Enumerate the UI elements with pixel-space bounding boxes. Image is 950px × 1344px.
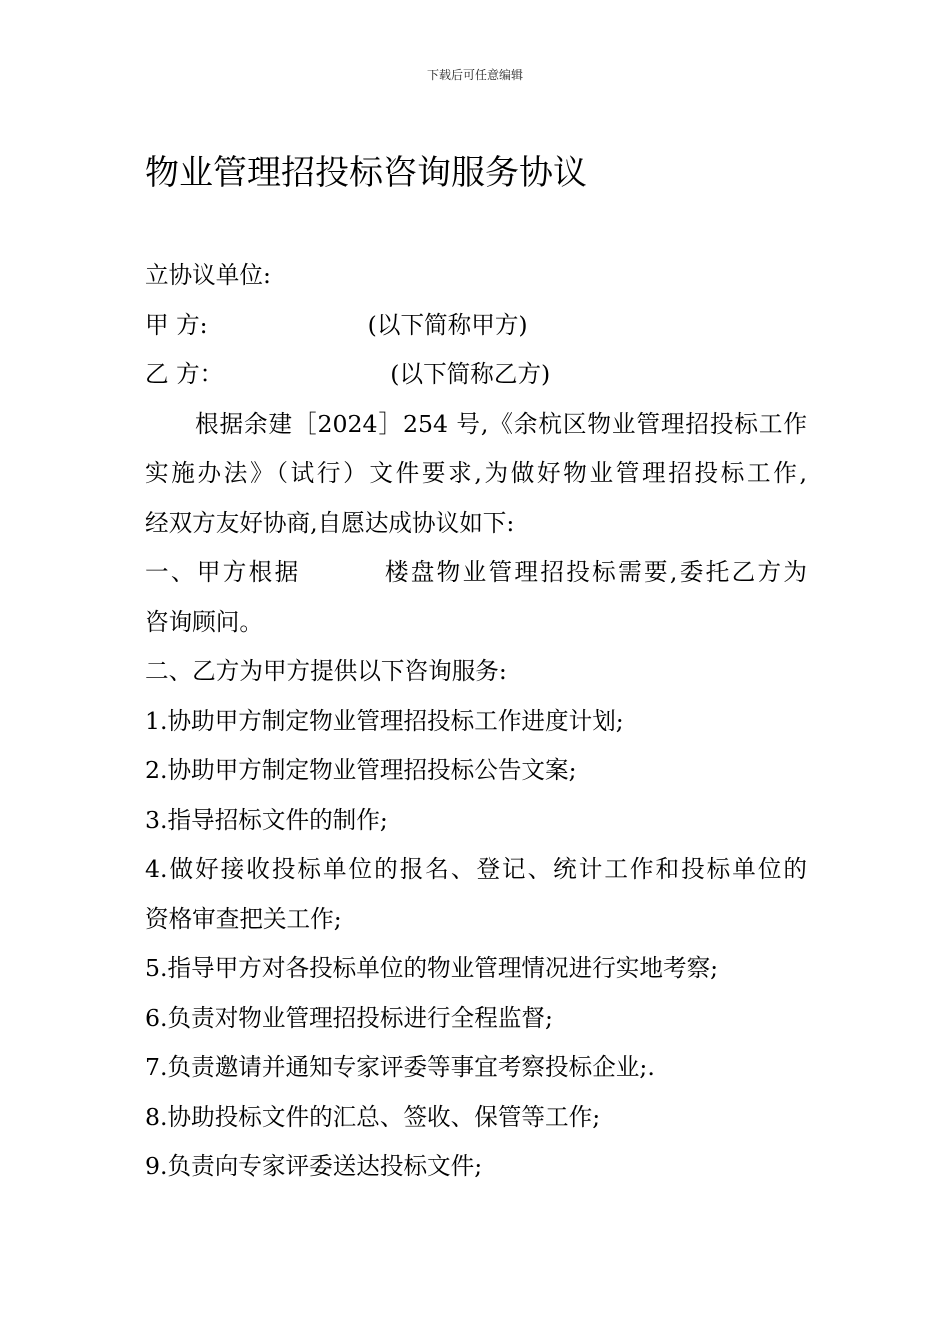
- page-header-note: 下载后可任意编辑: [426, 68, 523, 82]
- party-b-note: (以下简称乙方): [390, 360, 551, 388]
- clause-1-line2: 咨询顾问。: [145, 607, 263, 636]
- clause-1-line: [145, 548, 807, 598]
- party-b-line: [145, 350, 807, 400]
- clause-1-lead: 一、甲方根据: [145, 558, 301, 586]
- service-item: 6.负责对物业管理招投标进行全程监督;: [145, 1003, 553, 1032]
- document-title: 物业管理招投标咨询服务协议: [145, 153, 587, 193]
- party-b-label: 乙 方：: [145, 360, 224, 388]
- parties-intro: 立协议单位:: [145, 261, 271, 289]
- party-a-note: (以下简称甲方): [367, 310, 528, 339]
- service-item: 2.协助甲方制定物业管理招投标公告文案;: [145, 756, 577, 784]
- service-item: 4.做好接收投标单位的报名、登记、统计工作和投标单位的: [145, 855, 807, 883]
- service-item: 7.负责邀请并通知专家评委等事宜考察投标企业;.: [145, 1053, 655, 1081]
- service-item: 1.协助甲方制定物业管理招投标工作进度计划;: [145, 706, 624, 735]
- service-item: 资格审查把关工作;: [145, 904, 342, 933]
- preamble-line: 根据余建［2024］254 号,《余杭区物业管理招投标工作: [195, 409, 807, 438]
- service-item: 3.指导招标文件的制作;: [145, 805, 388, 834]
- document-body: [145, 251, 807, 1192]
- preamble-line: 经双方友好协商,自愿达成协议如下:: [145, 508, 515, 537]
- service-item: 5.指导甲方对各投标单位的物业管理情况进行实地考察;: [145, 954, 719, 982]
- party-a-line: [145, 301, 807, 351]
- clause-1-tail: 楼盘物业管理招投标需要,委托乙方为: [382, 558, 808, 586]
- preamble-line: 实施办法》（试行）文件要求,为做好物业管理招投标工作,: [145, 459, 807, 487]
- service-item: 8.协助投标文件的汇总、签收、保管等工作;: [145, 1102, 601, 1131]
- party-a-label: 甲 方:: [145, 310, 208, 339]
- service-item: 9.负责向专家评委送达投标文件;: [145, 1152, 483, 1180]
- clause-2-heading: 二、乙方为甲方提供以下咨询服务:: [145, 657, 507, 685]
